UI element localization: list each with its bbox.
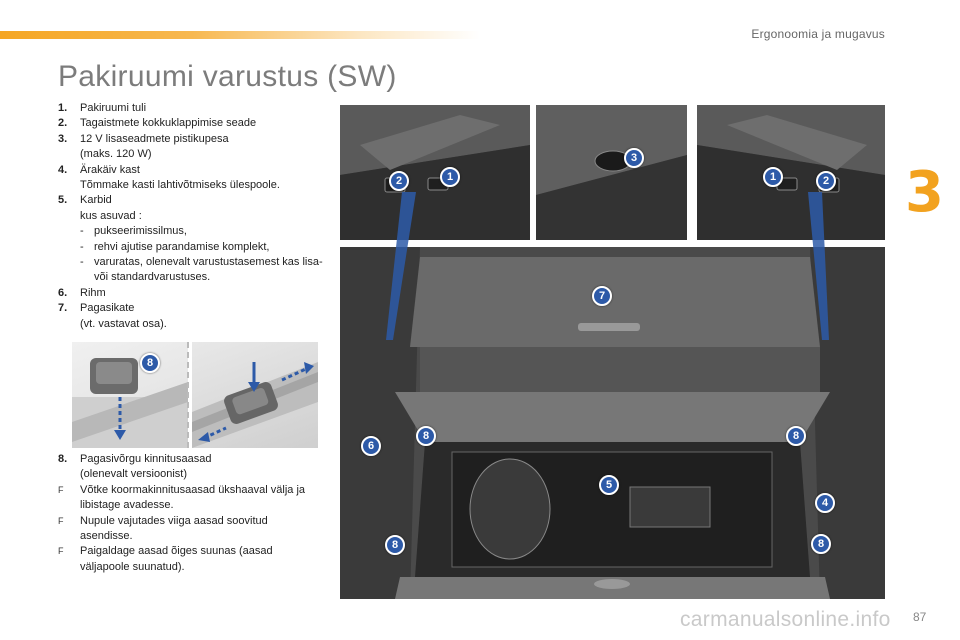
- item-text: Pagasikate: [80, 302, 135, 315]
- step-marker-icon: F: [58, 484, 64, 495]
- list-item: [58, 286, 328, 301]
- item-number: 7.: [58, 302, 68, 315]
- list-item: [58, 101, 328, 116]
- item-text: Pakiruumi tuli: [80, 102, 147, 114]
- watermark: carmanualsonline.info: [680, 608, 891, 631]
- illustration-divider: [187, 342, 189, 448]
- boot-right-side-photo: [697, 105, 885, 240]
- callout-8: 8: [786, 426, 806, 446]
- list-item: [58, 452, 318, 483]
- sub-item: - rehvi ajutise parandamise komplekt,: [80, 240, 270, 253]
- item-text: (maks. 120 W): [80, 148, 152, 161]
- callout-1: 1: [763, 167, 783, 187]
- lashing-eye-illustration: [72, 342, 188, 448]
- item-number: 3.: [58, 132, 68, 145]
- list-item: [58, 193, 328, 285]
- header-accent-bar: [0, 31, 480, 39]
- sub-item: - pukseerimissilmus,: [80, 225, 187, 238]
- callout-8: 8: [811, 534, 831, 554]
- chapter-number: 3: [905, 160, 944, 225]
- list-item: [58, 163, 328, 194]
- item-text: 12 V lisaseadmete pistikupesa: [80, 132, 229, 145]
- item-text: kus asuvad :: [80, 209, 142, 222]
- list-item: [58, 301, 328, 332]
- callout-6: 6: [361, 436, 381, 456]
- page-title: Pakiruumi varustus (SW): [58, 60, 397, 93]
- callout-5: 5: [599, 475, 619, 495]
- item-number: 2.: [58, 117, 68, 130]
- item-number: 5.: [58, 194, 68, 207]
- callout-2: 2: [816, 171, 836, 191]
- page-number: 87: [913, 610, 927, 624]
- callout-4: 4: [815, 493, 835, 513]
- callout-8: 8: [140, 353, 160, 373]
- power-socket-photo: [536, 105, 687, 240]
- list-item: [58, 116, 328, 131]
- item-text: Ärakäiv kast: [80, 163, 140, 176]
- item-text: Tõmmake kasti lahtivõtmiseks ülespoole.: [80, 179, 280, 192]
- step-marker-icon: F: [58, 546, 64, 557]
- callout-8: 8: [416, 426, 436, 446]
- section-title: Ergonoomia ja mugavus: [751, 27, 885, 41]
- item-text: (olenevalt versioonist): [80, 468, 187, 481]
- equipment-list: [58, 101, 328, 332]
- item-text: Rihm: [80, 286, 106, 299]
- instruction-step: F Võtke koormakinnitusaasad ükshaaval välja ja libistage avadesse.: [58, 483, 318, 514]
- callout-3: 3: [624, 148, 644, 168]
- sub-item: - varuratas, olenevalt varustustasemest kas lisa- või standardvarustuses.: [80, 256, 323, 284]
- instruction-step: F Paigaldage aasad õiges suunas (aasad väljapoole suunatud).: [58, 544, 318, 575]
- lashing-eye-instructions: [58, 452, 318, 575]
- step-marker-icon: F: [58, 515, 64, 526]
- item-number: 8.: [58, 453, 68, 465]
- callout-2: 2: [389, 171, 409, 191]
- list-item: [58, 132, 328, 163]
- item-text: Karbid: [80, 194, 112, 207]
- boot-left-side-photo: [340, 105, 530, 240]
- item-number: 6.: [58, 286, 68, 299]
- item-text: (vt. vastavat osa).: [80, 317, 167, 330]
- callout-8: 8: [385, 535, 405, 555]
- item-text: Pagasivõrgu kinnitusaasad: [80, 453, 212, 465]
- item-number: 4.: [58, 163, 68, 176]
- instruction-step: F Nupule vajutades viiga aasad soovitud asendisse.: [58, 514, 318, 545]
- lashing-eye-slide-illustration: [192, 342, 318, 448]
- item-number: 1.: [58, 102, 68, 114]
- item-text: Tagaistmete kokkuklappimise seade: [80, 117, 257, 130]
- callout-1: 1: [440, 167, 460, 187]
- boot-overview-photo: [340, 247, 885, 599]
- callout-7: 7: [592, 286, 612, 306]
